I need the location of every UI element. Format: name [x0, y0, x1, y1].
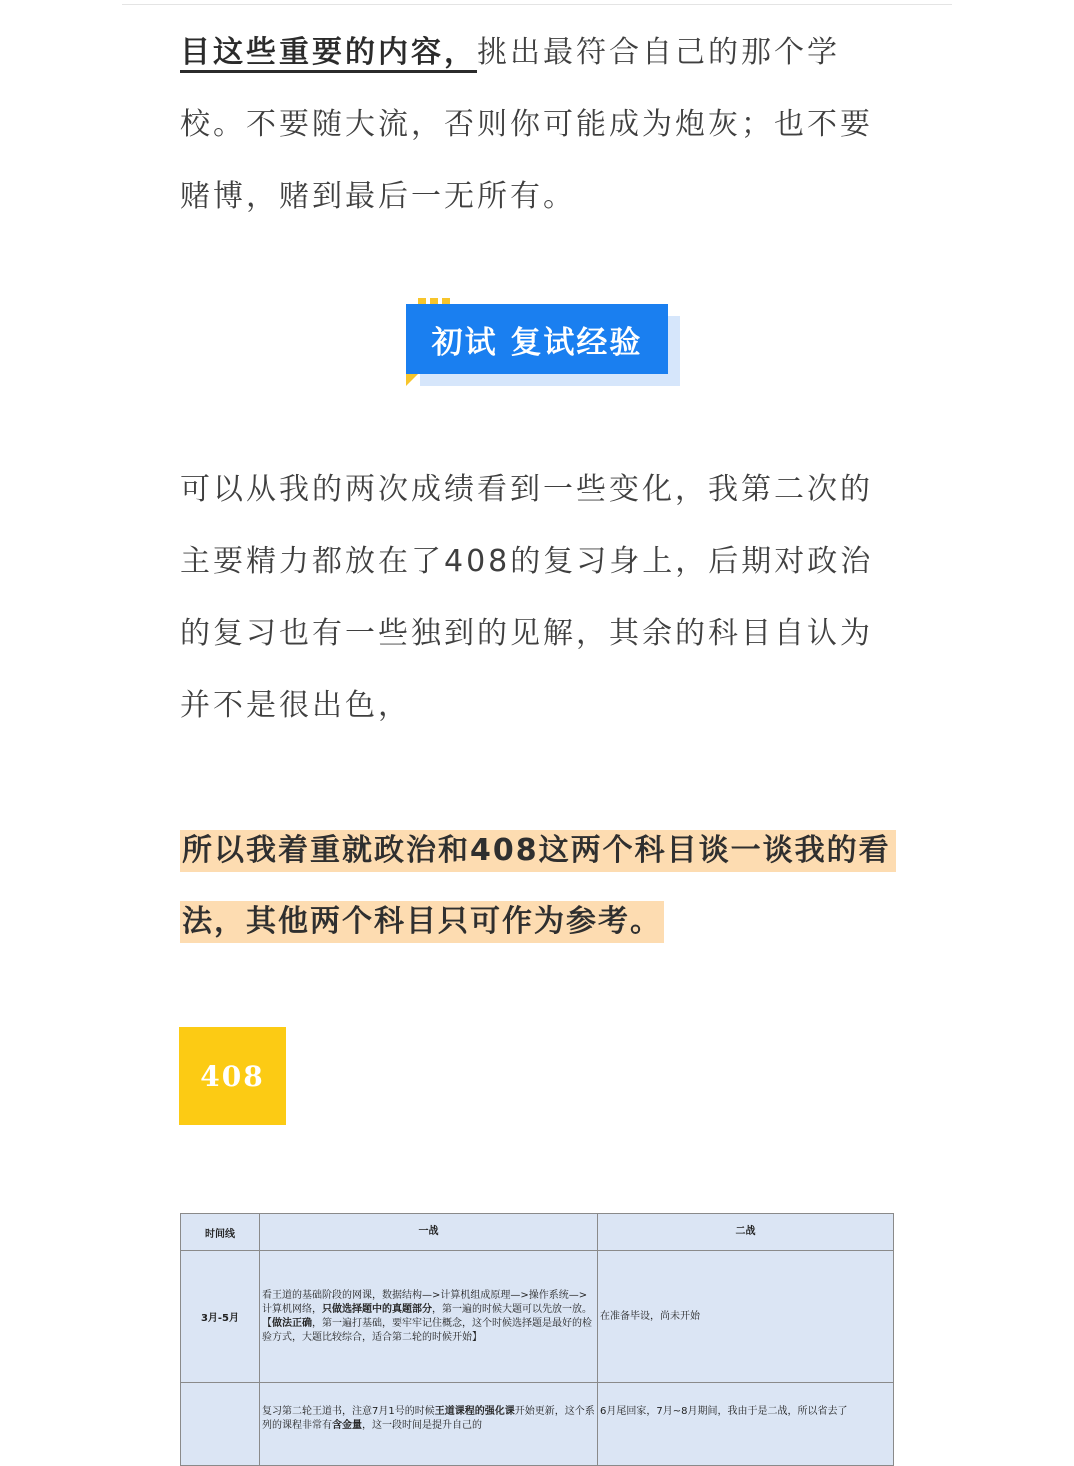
table-row	[181, 1383, 894, 1466]
highlight-line-2: 法，其他两个科目只可作为参考。	[180, 901, 664, 943]
section-badge	[406, 300, 682, 390]
table-header-first: 一战	[260, 1214, 598, 1251]
table-cell-time: 3月-5月	[181, 1251, 260, 1383]
highlight-line-1: 所以我着重就政治和408这两个科目谈一谈我的看	[180, 830, 896, 872]
body-paragraph: 可以从我的两次成绩看到一些变化，我第二次的主要精力都放在了408的复习身上，后期对政治的复习也有一些独到的见解，其余的科目自认为并不是很出色，	[180, 472, 874, 723]
table-cell-time	[181, 1383, 260, 1466]
cell-bold-text: 含金量	[332, 1420, 362, 1431]
subject-tag-408: 408	[179, 1027, 286, 1125]
top-divider	[122, 4, 952, 5]
table-row	[181, 1251, 894, 1383]
intro-bold-text: 目这些重要的内容，	[180, 35, 477, 73]
table-cell-second: 在准备毕设，尚未开始	[598, 1251, 894, 1383]
table-cell-first	[260, 1251, 598, 1383]
badge-dots-decoration	[418, 298, 450, 304]
cell-text: 开始更新，这个系列的课程非常有	[262, 1406, 595, 1431]
table-cell-second: 6月尾回家，7月~8月期间，我由于是二战，所以省去了	[598, 1383, 894, 1466]
intro-rest-text: 挑出最符合自己的那个学校。不要随大流，否则你可能成为炮灰；也不要赌博，赌到最后一无所有。	[180, 35, 873, 214]
cell-text: 复习第二轮王道书，注意7月1号的时候	[262, 1406, 435, 1417]
intro-paragraph	[180, 17, 900, 233]
table-header-row	[181, 1214, 894, 1251]
badge-corner-decoration	[406, 374, 418, 386]
cell-text: ，这一段时间是提升自己的	[362, 1420, 482, 1431]
cell-text: ，第一遍的时候大题可以先放一放。【	[262, 1303, 592, 1329]
table-header-second: 二战	[598, 1214, 894, 1251]
cell-text: 看王道的基础阶段的网课，数据结构—>计算机组成原理—>操作系统—>计算机网络，	[262, 1289, 588, 1315]
cell-bold-text: 只做选择题中的真题部分	[322, 1303, 432, 1315]
section-badge-label: 初试 复试经验	[406, 304, 668, 374]
cell-bold-text: 王道课程的强化课	[434, 1406, 515, 1417]
cell-bold-text: 做法正确	[272, 1317, 312, 1329]
table-header-time: 时间线	[181, 1214, 260, 1251]
study-timeline-table	[180, 1213, 894, 1466]
table-cell-first	[260, 1383, 598, 1466]
cell-text: ，第一遍打基础，要牢牢记住概念，这个时候选择题是最好的检验方式，大题比较综合，适合第二轮的时候开始】	[262, 1317, 592, 1343]
